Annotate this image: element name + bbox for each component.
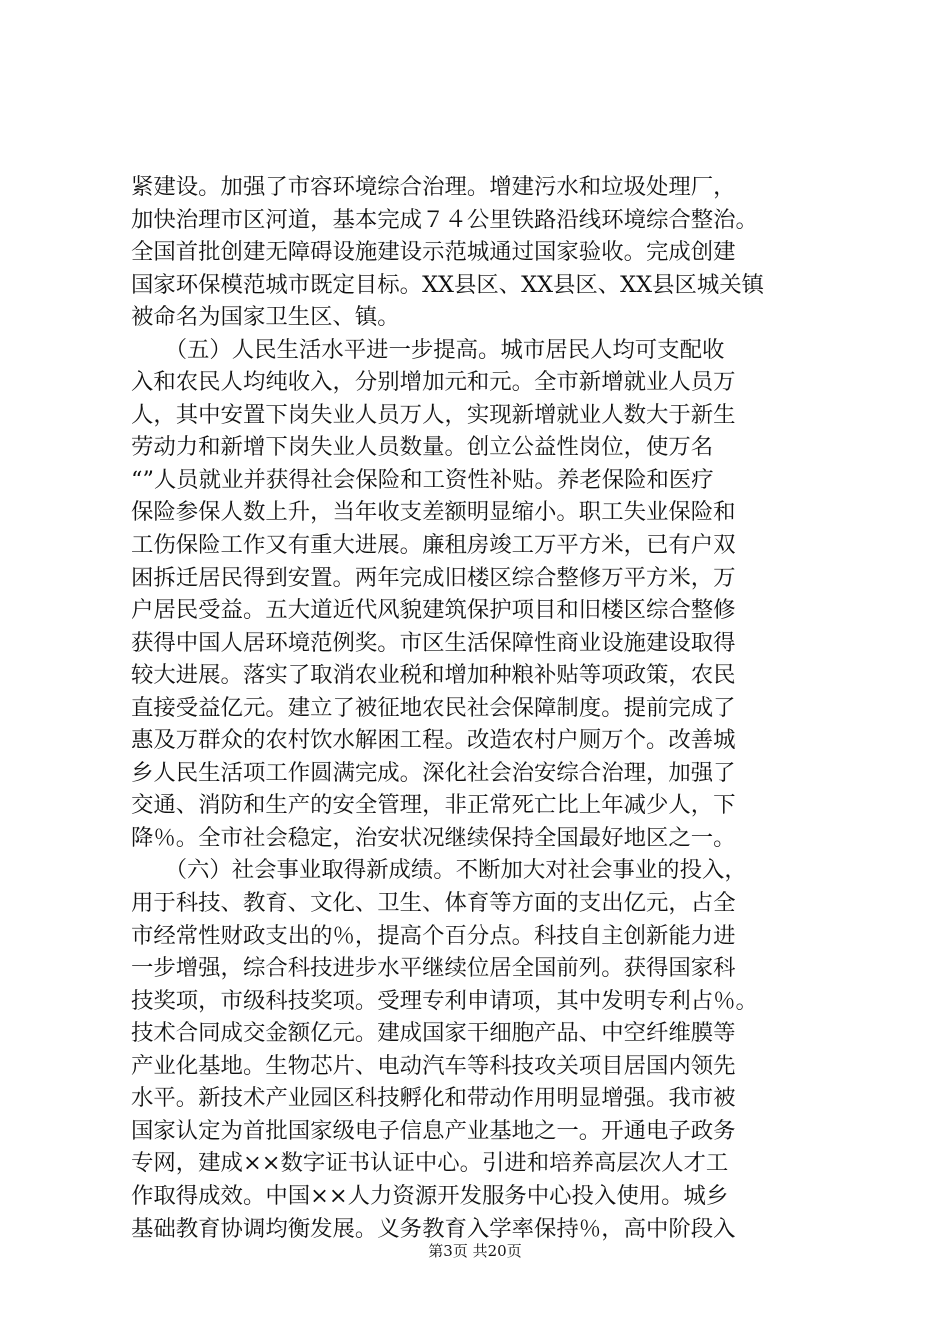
text-line-20: 交通、消防和生产的安全管理，非正常死亡比上年减少人，下	[131, 792, 736, 819]
text-line-22: （六）社会事业取得新成绩。不断加大对社会事业的投入，	[131, 857, 747, 884]
text-line-30: 国家认定为首批国家级电子信息产业基地之一。开通电子政务	[131, 1117, 736, 1144]
text-line-7: 入和农民人均纯收入，分别增加元和元。全市新增就业人员万	[131, 369, 736, 396]
text-line-17: 直接受益亿元。建立了被征地农民社会保障制度。提前完成了	[131, 694, 736, 721]
text-line-27: 技术合同成交金额亿元。建成国家干细胞产品、中空纤维膜等	[131, 1020, 736, 1047]
text-line-4: 国家环保模范城市既定目标。XX县区、XX县区、XX县区城关镇	[131, 271, 765, 298]
text-line-13: 困拆迁居民得到安置。两年完成旧楼区综合整修万平方米，万	[131, 564, 736, 591]
text-line-23: 用于科技、教育、文化、卫生、体育等方面的支出亿元，占全	[131, 890, 736, 917]
text-line-11: 保险参保人数上升，当年收支差额明显缩小。职工失业保险和	[131, 499, 736, 526]
text-line-5: 被命名为国家卫生区、镇。	[131, 304, 400, 331]
page-number-label: 第3页 共20页	[428, 1242, 522, 1260]
text-line-31: 专网，建成××数字证书认证中心。引进和培养高层次人才工	[131, 1150, 729, 1177]
text-line-1: 紧建设。加强了市容环境综合治理。增建污水和垃圾处理厂，	[131, 174, 736, 200]
text-line-12: 工伤保险工作又有重大进展。廉租房竣工万平方米，已有户双	[131, 532, 736, 559]
text-line-15: 获得中国人居环境范例奖。市区生活保障性商业设施建设取得	[131, 629, 736, 656]
text-line-3: 全国首批创建无障碍设施建设示范城通过国家验收。完成创建	[131, 239, 736, 266]
text-line-32: 作取得成效。中国××人力资源开发服务中心投入使用。城乡	[131, 1182, 729, 1209]
text-line-33: 基础教育协调均衡发展。义务教育入学率保持％，高中阶段入	[131, 1215, 736, 1242]
text-line-28: 产业化基地。生物芯片、电动汽车等科技攻关项目居国内领先	[131, 1052, 736, 1079]
text-line-26: 技奖项，市级科技奖项。受理专利申请项，其中发明专利占％。	[131, 987, 758, 1014]
text-line-19: 乡人民生活项工作圆满完成。深化社会治安综合治理，加强了	[131, 759, 736, 786]
text-line-14: 户居民受益。五大道近代风貌建筑保护项目和旧楼区综合整修	[131, 597, 736, 624]
text-line-10: “”人员就业并获得社会保险和工资性补贴。养老保险和医疗	[131, 466, 714, 493]
text-line-24: 市经常性财政支出的％，提高个百分点。科技自主创新能力进	[131, 922, 736, 949]
text-line-8: 人，其中安置下岗失业人员万人，实现新增就业人数大于新生	[131, 401, 736, 428]
text-line-18: 惠及万群众的农村饮水解困工程。改造农村户厕万个。改善城	[131, 727, 736, 754]
text-line-29: 水平。新技术产业园区科技孵化和带动作用明显增强。我市被	[131, 1085, 736, 1112]
text-line-6: （五）人民生活水平进一步提高。城市居民人均可支配收	[131, 336, 725, 363]
page-footer	[0, 1240, 950, 1262]
text-line-25: 一步增强，综合科技进步水平继续位居全国前列。获得国家科	[131, 955, 736, 982]
text-line-21: 降％。全市社会稳定，治安状况继续保持全国最好地区之一。	[131, 824, 736, 851]
text-line-2: 加快治理市区河道，基本完成７４公里铁路沿线环境综合整治。	[131, 206, 758, 233]
text-line-16: 较大进展。落实了取消农业税和增加种粮补贴等项政策，农民	[131, 662, 736, 689]
text-line-9: 劳动力和新增下岗失业人员数量。创立公益性岗位，使万名	[131, 434, 714, 461]
document-body	[131, 171, 831, 1245]
